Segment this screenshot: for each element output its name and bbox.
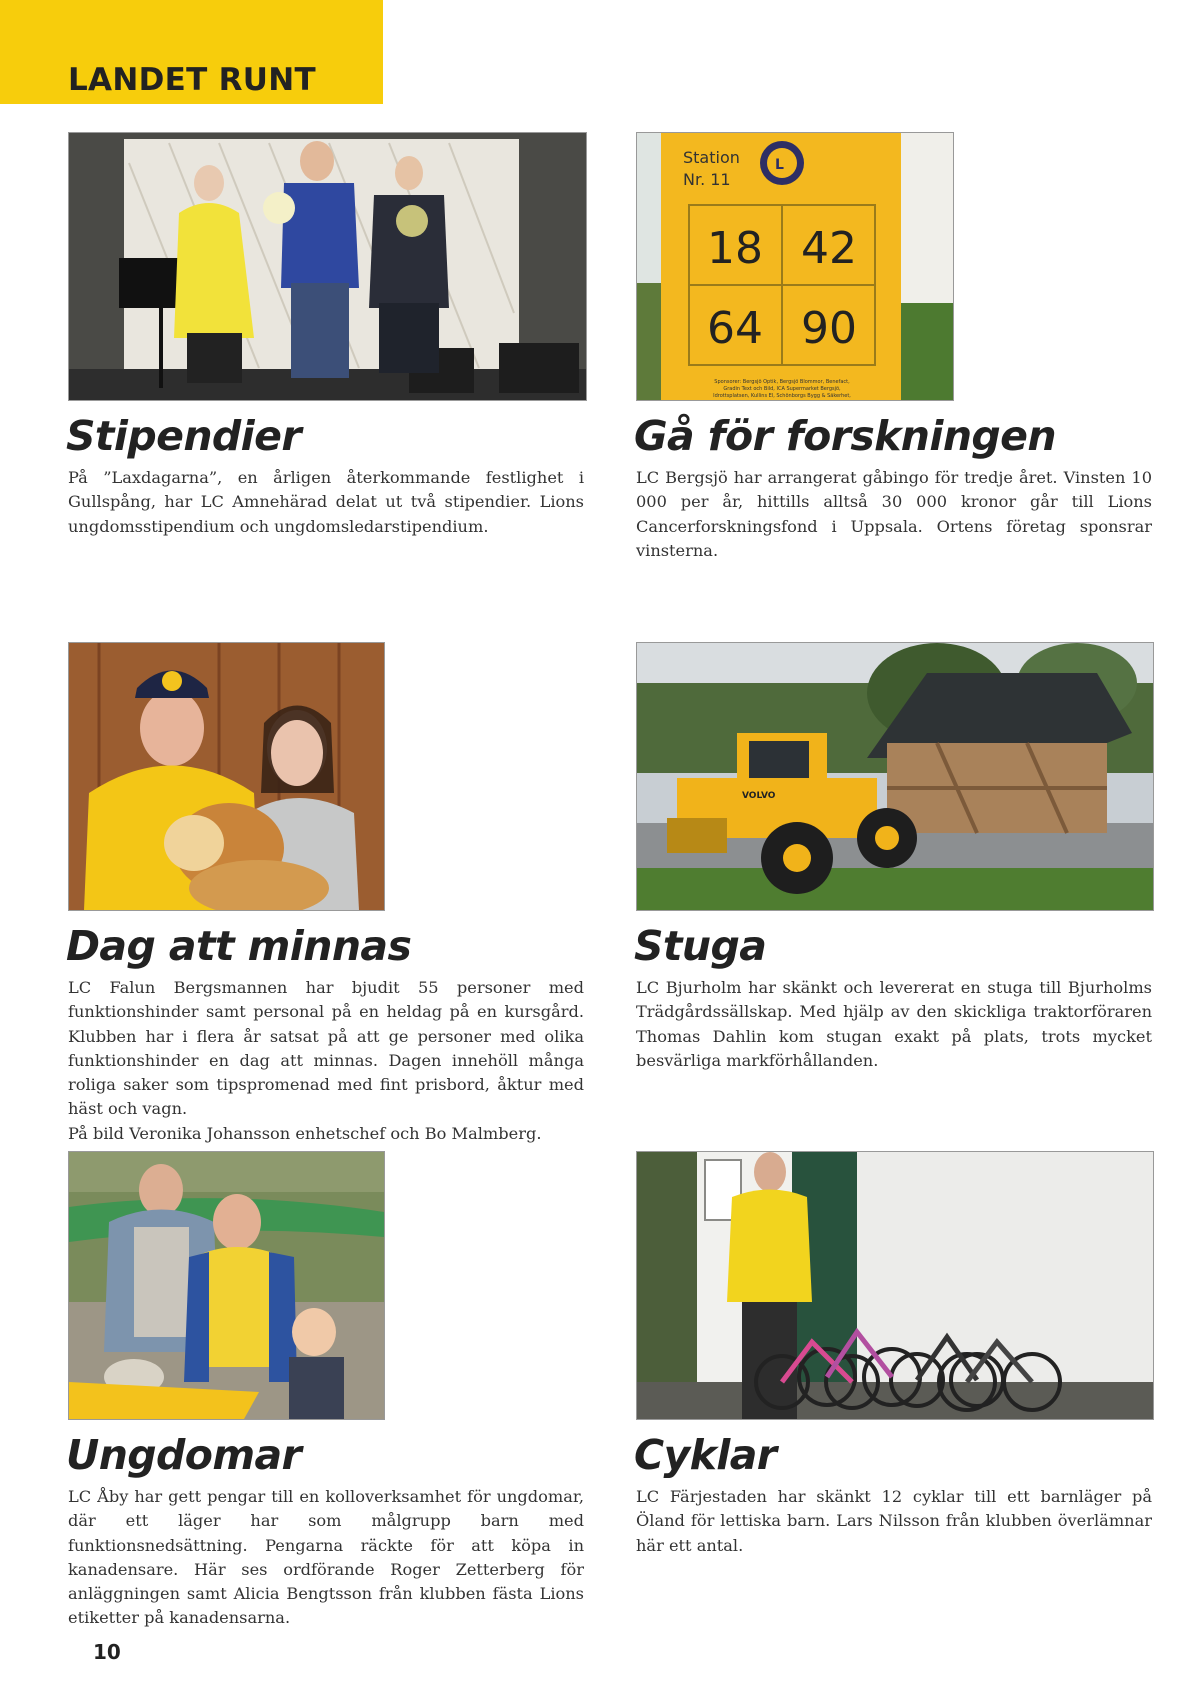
sign-sponsors: Sponsorer: Bergsjö Optik, Bergsjö Blommor, Benefact, xyxy=(714,379,850,385)
article-body-cyklar: LC Färjestaden har skänkt 12 cyklar till ett barnläger på Öland för lettiska barn. Lars Nilsson från klubben överlämnar här ett antal. xyxy=(636,1487,1152,1555)
article-body-ungdomar: LC Åby har gett pengar till en kolloverksamhet för ungdomar, där ett läger har som målgrupp barn med funktionsnedsättning. Pengarna räckte för att köpa in kanadensare. Här ses ordförande Roger Zetterberg för anläggningen samt Alicia Bengtsson från klubben fästa Lions etiketter på kanadensarna. xyxy=(68,1487,584,1628)
photo-stuga xyxy=(636,642,1154,911)
section-tab xyxy=(0,0,383,104)
bingo-number: 64 xyxy=(707,303,763,354)
photo-ungdomar xyxy=(68,1151,385,1420)
photo-cyklar xyxy=(636,1151,1154,1420)
article-body-paragraph: LC Falun Bergsmannen har bjudit 55 personer med funktionshinder samt personal på en heldag på en kursgård. Klubben har i flera år satsat på att ge personer med olika funktionshinder en dag att minnas. Dagen innehöll många roliga saker som tipspromenad med fint prisbord, åktur med häst och vagn. xyxy=(68,978,584,1119)
photo-dag-att-minnas xyxy=(68,642,385,911)
headline-stuga: Stuga xyxy=(634,922,767,970)
sign-sponsors: Idrottsplatsen, Kullins El, Schönborgs Bygg & Säkerhet, xyxy=(713,393,851,399)
photo-stipendier xyxy=(68,132,587,401)
sign-subtitle: Nr. 11 xyxy=(683,170,731,189)
headline-cyklar: Cyklar xyxy=(634,1431,777,1479)
sign-title: Station xyxy=(683,148,740,167)
headline-stipendier: Stipendier xyxy=(66,412,301,460)
sign-sponsors: Gradin Text och Bild, ICA Supermarket Bergsjö, xyxy=(723,386,841,392)
headline-ungdomar: Ungdomar xyxy=(66,1431,302,1479)
bingo-number: 90 xyxy=(801,303,857,354)
bingo-number: 42 xyxy=(801,223,857,274)
photo-bingo-sign xyxy=(636,132,954,401)
lions-logo-icon: L xyxy=(775,157,784,173)
article-body-stipendier: På ”Laxdagarna”, en årligen återkommande festlighet i Gullspång, har LC Amnehärad delat ut två stipendier. Lions ungdomsstipendium och ungdomsledarstipendium. xyxy=(68,468,584,536)
headline-ga-for-forskningen: Gå för forskningen xyxy=(634,412,1056,460)
article-body-ga-for-forskningen: LC Bergsjö har arrangerat gåbingo för tredje året. Vinsten 10 000 per år, hittills alltså 30 000 kronor går till Lions Cancerforskningsfond i Uppsala. Ortens företag sponsrar vinsterna. xyxy=(636,468,1152,560)
loader-brand: VOLVO xyxy=(742,791,776,801)
headline-dag-att-minnas: Dag att minnas xyxy=(66,922,412,970)
page-number: 10 xyxy=(93,1640,121,1664)
article-body-stuga: LC Bjurholm har skänkt och levererat en stuga till Bjurholms Trädgårdssällskap. Med hjälp av den skickliga traktorföraren Thomas Dahlin kom stugan exakt på plats, trots mycket besvärliga markförhållanden. xyxy=(636,978,1152,1070)
article-body-caption: På bild Veronika Johansson enhetschef och Bo Malmberg. xyxy=(68,1123,542,1143)
article-body-dag-att-minnas xyxy=(68,976,584,1146)
section-title: LANDET RUNT xyxy=(68,62,316,98)
bingo-number: 18 xyxy=(707,223,763,274)
